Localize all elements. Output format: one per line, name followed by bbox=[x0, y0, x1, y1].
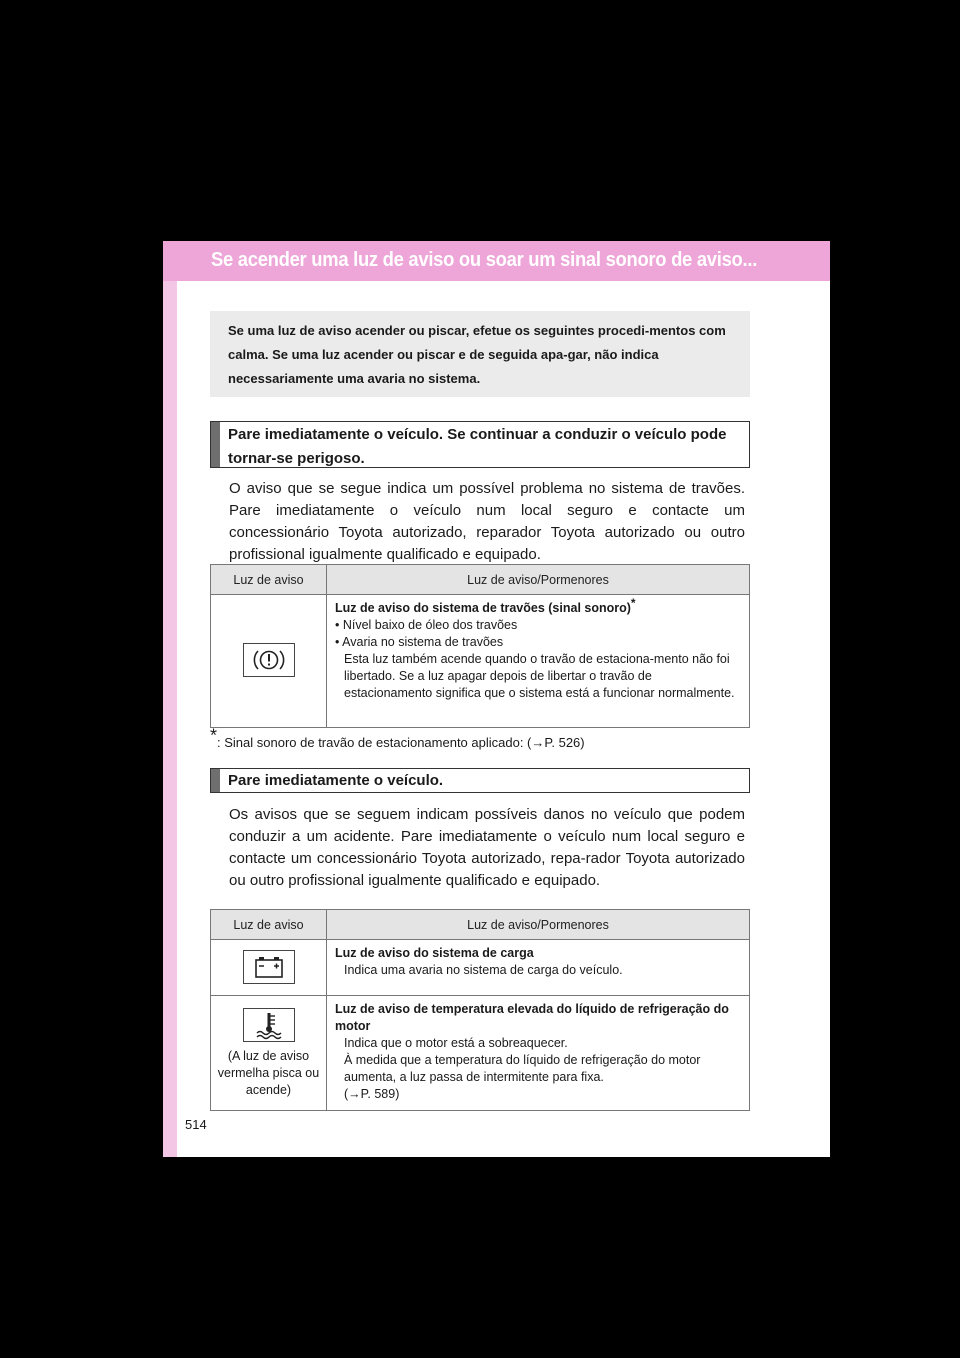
asterisk-mark: * bbox=[630, 595, 636, 610]
section1-heading: Pare imediatamente o veículo. Se continuar a conduzir o veículo pode tornar-se perigoso. bbox=[228, 426, 727, 467]
col-details: Luz de aviso/Pormenores bbox=[327, 910, 750, 940]
footnote-mark: * bbox=[210, 725, 218, 746]
coolant-temperature-icon bbox=[243, 1008, 295, 1042]
manual-page bbox=[163, 241, 830, 1157]
battery-icon bbox=[243, 950, 295, 984]
table-row bbox=[211, 996, 750, 1111]
page-number: 514 bbox=[185, 1117, 207, 1132]
col-warning-light: Luz de aviso bbox=[211, 910, 327, 940]
detail-cell bbox=[327, 996, 750, 1111]
bullet-item: • Avaria no sistema de travões bbox=[335, 635, 504, 649]
section2-heading: Pare imediatamente o veículo. bbox=[228, 772, 444, 789]
section1-table bbox=[210, 564, 750, 728]
section2-body: Os avisos que se seguem indicam possíveis danos no veículo que podem conduzir a um acidente. Pare imediatamente o veículo num local seguro e contacte um concessionário Toyota autorizado, repa-rador Toyota autorizado ou outro profissional igualmente qualificado e equipado. bbox=[229, 806, 745, 889]
page-title: Se acender uma luz de aviso ou soar um sinal sonoro de aviso... bbox=[211, 249, 758, 271]
side-strip bbox=[163, 241, 177, 1157]
footnote bbox=[210, 725, 585, 750]
row-title: Luz de aviso de temperatura elevada do líquido de refrigeração do motor bbox=[335, 1002, 729, 1033]
icon-caption: (A luz de aviso vermelha pisca ou acende) bbox=[217, 1048, 320, 1097]
table-header-row bbox=[211, 910, 750, 940]
table-row bbox=[211, 595, 750, 728]
detail-cell bbox=[327, 940, 750, 996]
row-text: Indica uma avaria no sistema de carga do veículo. bbox=[344, 963, 623, 977]
section1-heading-box bbox=[210, 421, 750, 468]
row-text: Indica que o motor está a sobreaquecer. bbox=[344, 1036, 568, 1050]
heading-bar bbox=[211, 422, 220, 467]
section2-heading-box bbox=[210, 768, 750, 793]
icon-cell bbox=[211, 595, 327, 728]
col-details: Luz de aviso/Pormenores bbox=[327, 565, 750, 595]
table-row bbox=[211, 940, 750, 996]
icon-cell bbox=[211, 940, 327, 996]
icon-cell bbox=[211, 996, 327, 1111]
footnote-text: : Sinal sonoro de travão de estacionamento aplicado: (→P. 526) bbox=[217, 735, 585, 750]
heading-bar bbox=[211, 769, 220, 792]
intro-box bbox=[210, 311, 750, 397]
intro-text: Se uma luz de aviso acender ou piscar, efetue os seguintes procedi-mentos com calma. Se uma luz acender ou piscar e de seguida apa-gar, não indica necessariamente uma avaria no sistema. bbox=[228, 323, 726, 386]
section2-table bbox=[210, 909, 750, 1111]
col-warning-light: Luz de aviso bbox=[211, 565, 327, 595]
row-text: À medida que a temperatura do líquido de refrigeração do motor aumenta, a luz passa de intermitente para fixa. bbox=[344, 1053, 701, 1084]
row-note: Esta luz também acende quando o travão de estaciona-mento não foi libertado. Se a luz apagar depois de libertar o travão de estacionamento significa que o sistema está a funcionar normalmente. bbox=[344, 652, 735, 700]
row-title: Luz de aviso do sistema de carga bbox=[335, 946, 534, 960]
section-header bbox=[163, 241, 830, 281]
brake-warning-icon bbox=[243, 643, 295, 677]
row-text: (→P. 589) bbox=[344, 1087, 400, 1101]
bullet-item: • Nível baixo de óleo dos travões bbox=[335, 618, 518, 632]
section1-body: O aviso que se segue indica um possível problema no sistema de travões. Pare imediatamente o veículo num local seguro e contacte um concessionário Toyota autorizado, reparador Toyota autorizado ou outro profissional igualmente qualificado e equipado. bbox=[229, 480, 745, 563]
detail-cell bbox=[327, 595, 750, 728]
table-header-row bbox=[211, 565, 750, 595]
row-title: Luz de aviso do sistema de travões (sinal sonoro)* bbox=[335, 595, 636, 615]
